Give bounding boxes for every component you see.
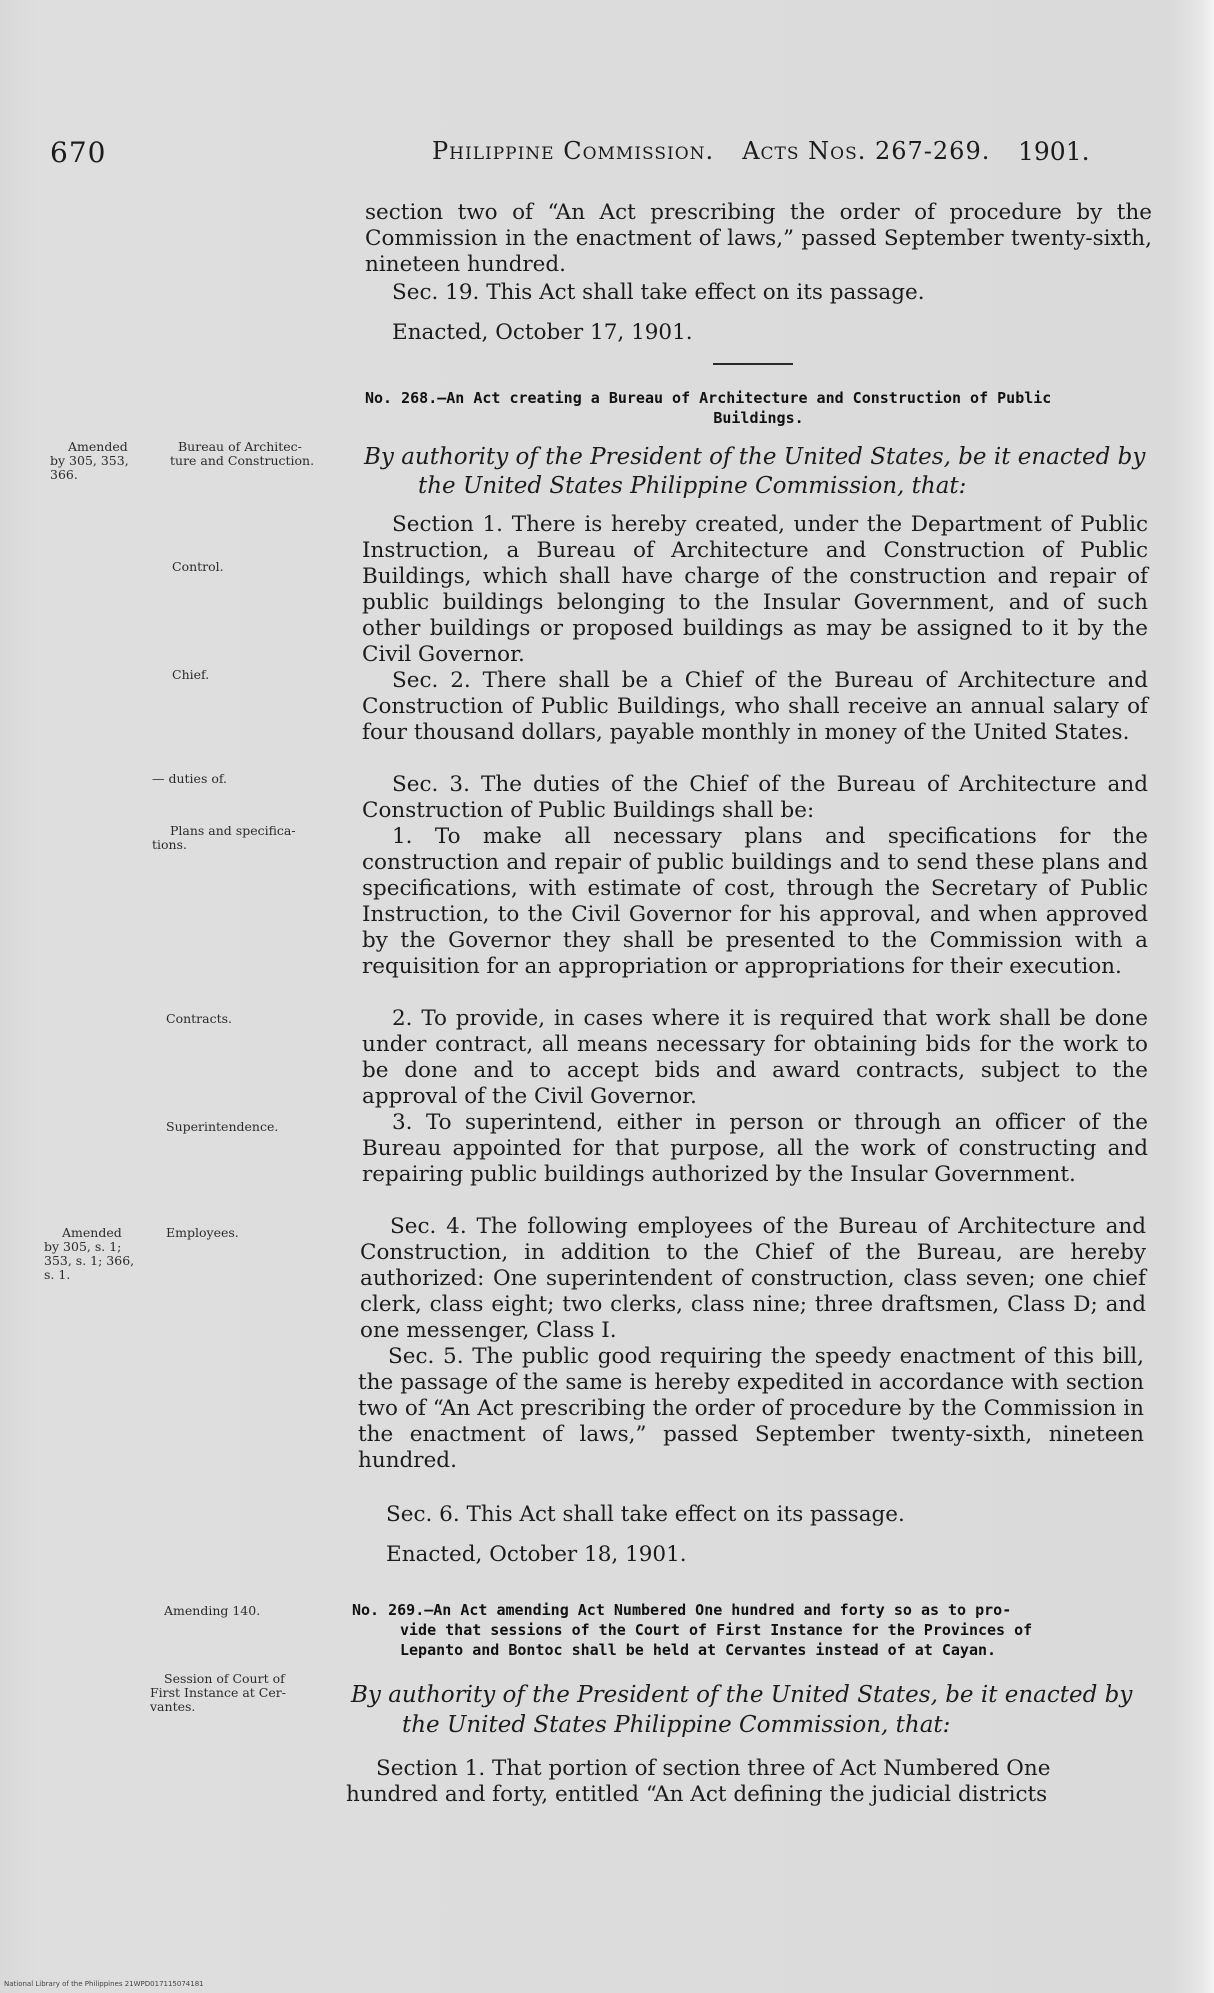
margin-note-line: s. 1.	[44, 1267, 71, 1282]
margin-note-chief: Chief.	[172, 667, 210, 682]
margin-note-line: tions.	[152, 837, 187, 852]
act268-enacting-clause-cont: the United States Philippine Commission, that:	[418, 473, 967, 499]
margin-note-line: by 305, s. 1;	[44, 1239, 122, 1254]
act268-heading-cont: Buildings.	[713, 409, 804, 427]
act268-heading: No. 268.—An Act creating a Bureau of Architecture and Construction of Public	[365, 389, 1052, 407]
act268-section1: Section 1. There is hereby created, under the Department of Public Instruction, a Bureau of Architecture and Construction of Public Buildings, which shall have charge of the construction and repair of public buildings belonging to the Insular Government, and of such other buildings or proposed buildings as may be assigned to it by the Civil Governor.	[362, 512, 1148, 667]
running-header	[432, 137, 990, 165]
margin-note-plans	[152, 824, 296, 852]
section-divider	[713, 363, 793, 365]
act268-sec5: Sec. 5. The public good requiring the speedy enactment of this bill, the passage of the same is hereby expedited in accordance with section two of “An Act prescribing the order of procedure by the Commission in the enactment of laws,” passed September twenty-sixth, nineteen hundred.	[358, 1344, 1144, 1473]
margin-note-line: ture and Construction.	[170, 453, 315, 468]
page-number: 670	[50, 136, 107, 169]
act269-section1: Section 1. That portion of section three of Act Numbered One	[376, 1756, 1051, 1781]
act269-heading-cont: vide that sessions of the Court of First Instance for the Provinces of	[400, 1621, 1033, 1639]
margin-note-line: by 305, 353,	[50, 453, 129, 468]
act268-item3: 3. To superintend, either in person or through an officer of the Bureau appointed for that purpose, all the work of constructing and repairing public buildings authorized by the Insular Government.	[362, 1110, 1148, 1187]
margin-note-duties: — duties of.	[152, 771, 228, 786]
margin-note-amended-employees	[44, 1226, 134, 1282]
margin-note-line: Bureau of Architec-	[178, 439, 302, 454]
act269-section1-cont: hundred and forty, entitled “An Act defining the judicial districts	[346, 1782, 1048, 1807]
act269-enacting-clause-cont: the United States Philippine Commission, that:	[402, 1712, 951, 1738]
act268-enacting-clause: By authority of the President of the United States, be it enacted by	[364, 444, 1146, 470]
act269-heading: No. 269.—An Act amending Act Numbered One hundred and forty so as to pro-	[352, 1601, 1012, 1619]
act267-enacted: Enacted, October 17, 1901.	[392, 320, 693, 345]
running-acts: Acts Nos. 267-269.	[742, 137, 991, 165]
margin-note-amending-140: Amending 140.	[164, 1603, 261, 1618]
act267-continuation: section two of “An Act prescribing the order of procedure by the Commission in the enactment of laws,” passed September twenty-sixth, nineteen hundred.	[365, 200, 1152, 277]
act269-heading-cont2: Lepanto and Bontoc shall be held at Cervantes instead of at Cayan.	[400, 1641, 997, 1659]
margin-note-line: Plans and specifica-	[170, 823, 296, 838]
margin-note-superintendence: Superintendence.	[166, 1119, 279, 1134]
margin-note-line: vantes.	[150, 1699, 196, 1714]
act268-sec2: Sec. 2. There shall be a Chief of the Bureau of Architecture and Construction of Public Buildings, who shall receive an annual salary of four thousand dollars, payable monthly in money of the United States.	[362, 668, 1148, 745]
margin-note-employees: Employees.	[166, 1225, 239, 1240]
margin-note-session	[150, 1672, 286, 1714]
margin-note-line: Amended	[68, 439, 128, 454]
act268-enacted: Enacted, October 18, 1901.	[386, 1542, 687, 1567]
margin-note-line: 353, s. 1; 366,	[44, 1253, 135, 1268]
margin-note-line: First Instance at Cer-	[150, 1685, 286, 1700]
margin-note-control: Control.	[172, 559, 224, 574]
act269-enacting-clause: By authority of the President of the United States, be it enacted by	[351, 1682, 1133, 1708]
margin-note-line: Amended	[62, 1225, 122, 1240]
margin-note-amended	[50, 440, 129, 482]
act268-item2: 2. To provide, in cases where it is required that work shall be done under contract, all means necessary for obtaining bids for the work to be done and to accept bids and award contracts, subject to the approval of the Civil Governor.	[362, 1006, 1148, 1109]
margin-note-bureau	[170, 440, 314, 468]
margin-note-line: Session of Court of	[164, 1671, 285, 1686]
act268-sec3: Sec. 3. The duties of the Chief of the Bureau of Architecture and Construction of Public Buildings shall be:	[362, 772, 1148, 823]
margin-note-line: 366.	[50, 467, 78, 482]
scan-credit: National Library of the Philippines 21WPD017115074181	[4, 1980, 204, 1988]
act268-item1: 1. To make all necessary plans and specifications for the construction and repair of public buildings and to send these plans and specifications, with estimate of cost, through the Secretary of Public Instruction, to the Civil Governor for his approval, and when approved by the Governor they shall be presented to the Commission with a requisition for an appropriation or appropriations for their execution.	[362, 824, 1148, 979]
act268-sec4: Sec. 4. The following employees of the Bureau of Architecture and Construction, in addition to the Chief of the Bureau, are hereby authorized: One superintendent of construction, class seven; one chief clerk, class eight; two clerks, class nine; three draftsmen, Class D; and one messenger, Class I.	[360, 1214, 1146, 1343]
margin-note-contracts: Contracts.	[166, 1011, 233, 1026]
running-title: Philippine Commission.	[432, 137, 715, 165]
running-year: 1901.	[1018, 137, 1090, 166]
act268-sec6: Sec. 6. This Act shall take effect on its passage.	[386, 1502, 905, 1527]
act267-sec19: Sec. 19. This Act shall take effect on its passage.	[392, 280, 925, 305]
